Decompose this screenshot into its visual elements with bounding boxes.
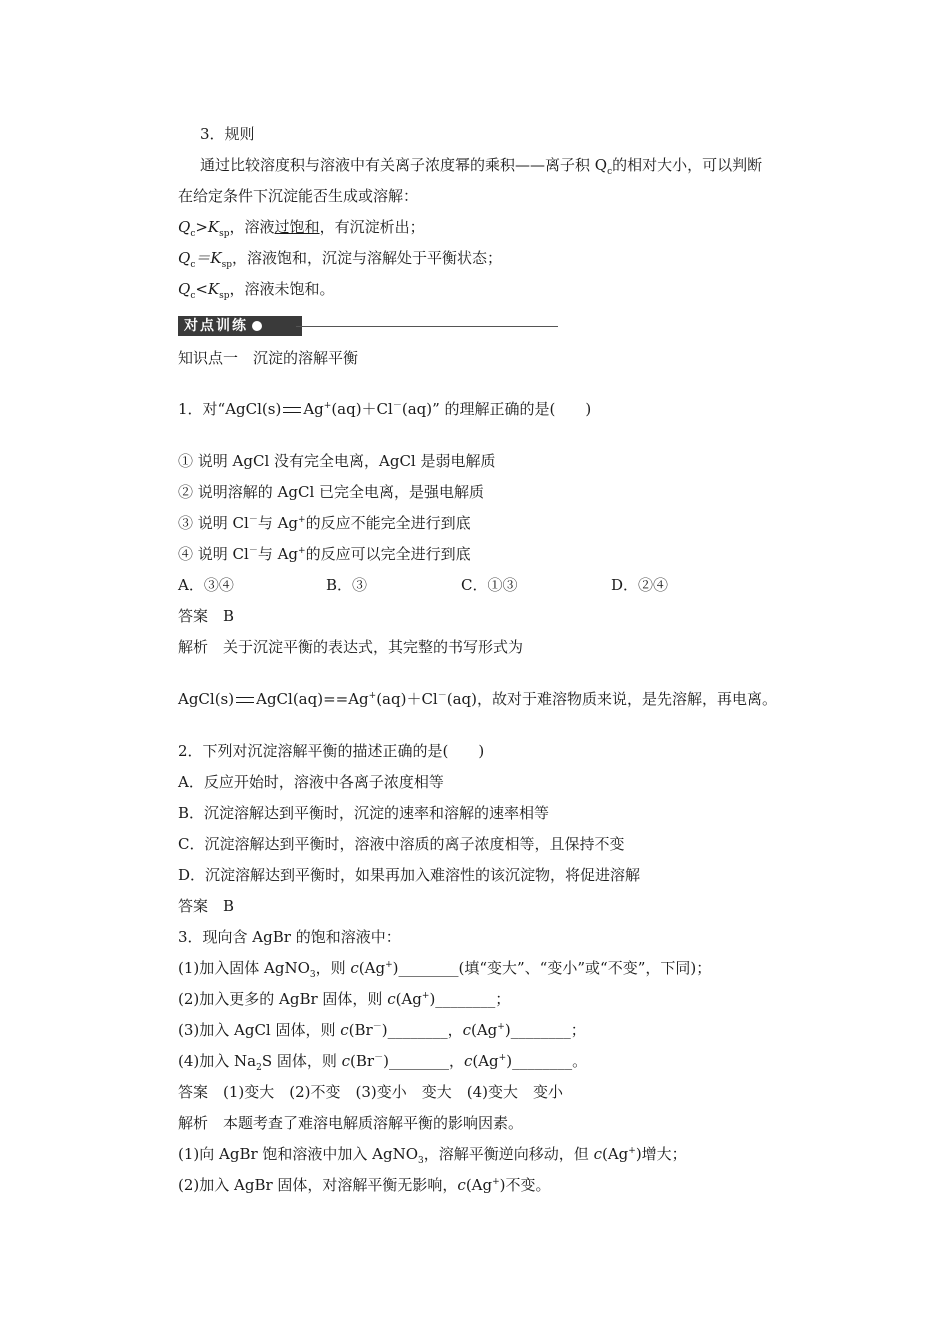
rule-saturated: $Q_c=K_{sp}$，溶液饱和，沉淀与溶解处于平衡状态； bbox=[178, 249, 502, 270]
q1-answer: 答案 B bbox=[178, 607, 235, 625]
equilibrium-arrow-icon bbox=[234, 694, 256, 706]
q1-item-3: ③ 说明 Cl－与 Ag+的反应不能完全进行到底 bbox=[178, 514, 471, 532]
q3-answer: 答案 (1)变大 (2)不变 (3)变小 变大 (4)变大 变小 bbox=[178, 1083, 563, 1101]
rule-oversaturated: $Q_c>K_{sp}$，溶液过饱和，有沉淀析出； bbox=[178, 218, 425, 239]
q2-option-c: C．沉淀溶解达到平衡时，溶液中溶质的离子浓度相等，且保持不变 bbox=[178, 835, 625, 853]
q3-part-2: (2)加入更多的 AgBr 固体，则 c(Ag+)________； bbox=[178, 990, 511, 1008]
q3-stem: 3．现向含 AgBr 的饱和溶液中： bbox=[178, 928, 401, 946]
knowledge-point-heading: 知识点一 沉淀的溶解平衡 bbox=[178, 349, 359, 367]
q2-option-d: D．沉淀溶解达到平衡时，如果再加入难溶性的该沉淀物，将促进溶解 bbox=[178, 866, 641, 884]
q1-analysis: 解析 关于沉淀平衡的表达式，其完整的书写形式为 bbox=[178, 638, 524, 656]
rule-unsaturated: $Q_c<K_{sp}$，溶液未饱和。 bbox=[178, 280, 335, 301]
q1-option-b: B．③ bbox=[326, 576, 368, 594]
q2-option-b: B．沉淀溶解达到平衡时，沉淀的速率和溶解的速率相等 bbox=[178, 804, 550, 822]
banner-label: 对点训练 bbox=[184, 318, 248, 334]
bullet-dot-icon bbox=[252, 321, 262, 331]
q3-analysis-1: (1)向 AgBr 饱和溶液中加入 AgNO$_3$，溶解平衡逆向移动，但 c(Ag+)增大； bbox=[178, 1145, 687, 1166]
equilibrium-arrow-icon bbox=[281, 404, 303, 416]
q1-equation: AgCl(s) AgCl(aq)==Ag+(aq)＋Cl－(aq)，故对于难溶物质来说，是先溶解，再电离。 bbox=[178, 690, 778, 708]
section-heading: 3．规则 bbox=[200, 125, 255, 143]
q2-answer: 答案 B bbox=[178, 897, 235, 915]
q3-part-4: (4)加入 $Na_2S$ 固体，则 c(Br－)________，c(Ag+)________。 bbox=[178, 1052, 588, 1073]
q3-analysis-2: (2)加入 AgBr 固体，对溶解平衡无影响，c(Ag+)不变。 bbox=[178, 1176, 551, 1194]
q1-option-d: D．②④ bbox=[611, 576, 669, 594]
banner-divider bbox=[296, 326, 558, 327]
q3-part-3: (3)加入 AgCl 固体，则 c(Br－)________，c(Ag+)________； bbox=[178, 1021, 586, 1039]
q1-item-2: ② 说明溶解的 AgCl 已完全电离，是强电解质 bbox=[178, 483, 485, 501]
rule-paragraph-line1: 通过比较溶度积与溶液中有关离子浓度幂的乘积——离子积 $Q_c$的相对大小，可以判断 bbox=[200, 156, 763, 177]
q3-analysis: 解析 本题考查了难溶电解质溶解平衡的影响因素。 bbox=[178, 1114, 524, 1132]
q3-part-1: (1)加入固体 AgNO$_3$，则 c(Ag+)________(填“变大”、“变小”或“不变”，下同)； bbox=[178, 959, 712, 980]
q2-stem: 2．下列对沉淀溶解平衡的描述正确的是( ) bbox=[178, 742, 485, 760]
q1-stem: 1．对“AgCl(s) Ag+(aq)＋Cl－(aq)” 的理解正确的是( ) bbox=[178, 400, 592, 418]
q1-item-1: ① 说明 AgCl 没有完全电离，AgCl 是弱电解质 bbox=[178, 452, 496, 470]
rule-paragraph-line2: 在给定条件下沉淀能否生成或溶解： bbox=[178, 187, 419, 205]
q1-item-4: ④ 说明 Cl－与 Ag+的反应可以完全进行到底 bbox=[178, 545, 471, 563]
practice-banner bbox=[178, 316, 302, 336]
q1-option-a: A．③④ bbox=[178, 576, 234, 594]
q1-option-c: C．①③ bbox=[461, 576, 518, 594]
q2-option-a: A．反应开始时，溶液中各离子浓度相等 bbox=[178, 773, 444, 791]
